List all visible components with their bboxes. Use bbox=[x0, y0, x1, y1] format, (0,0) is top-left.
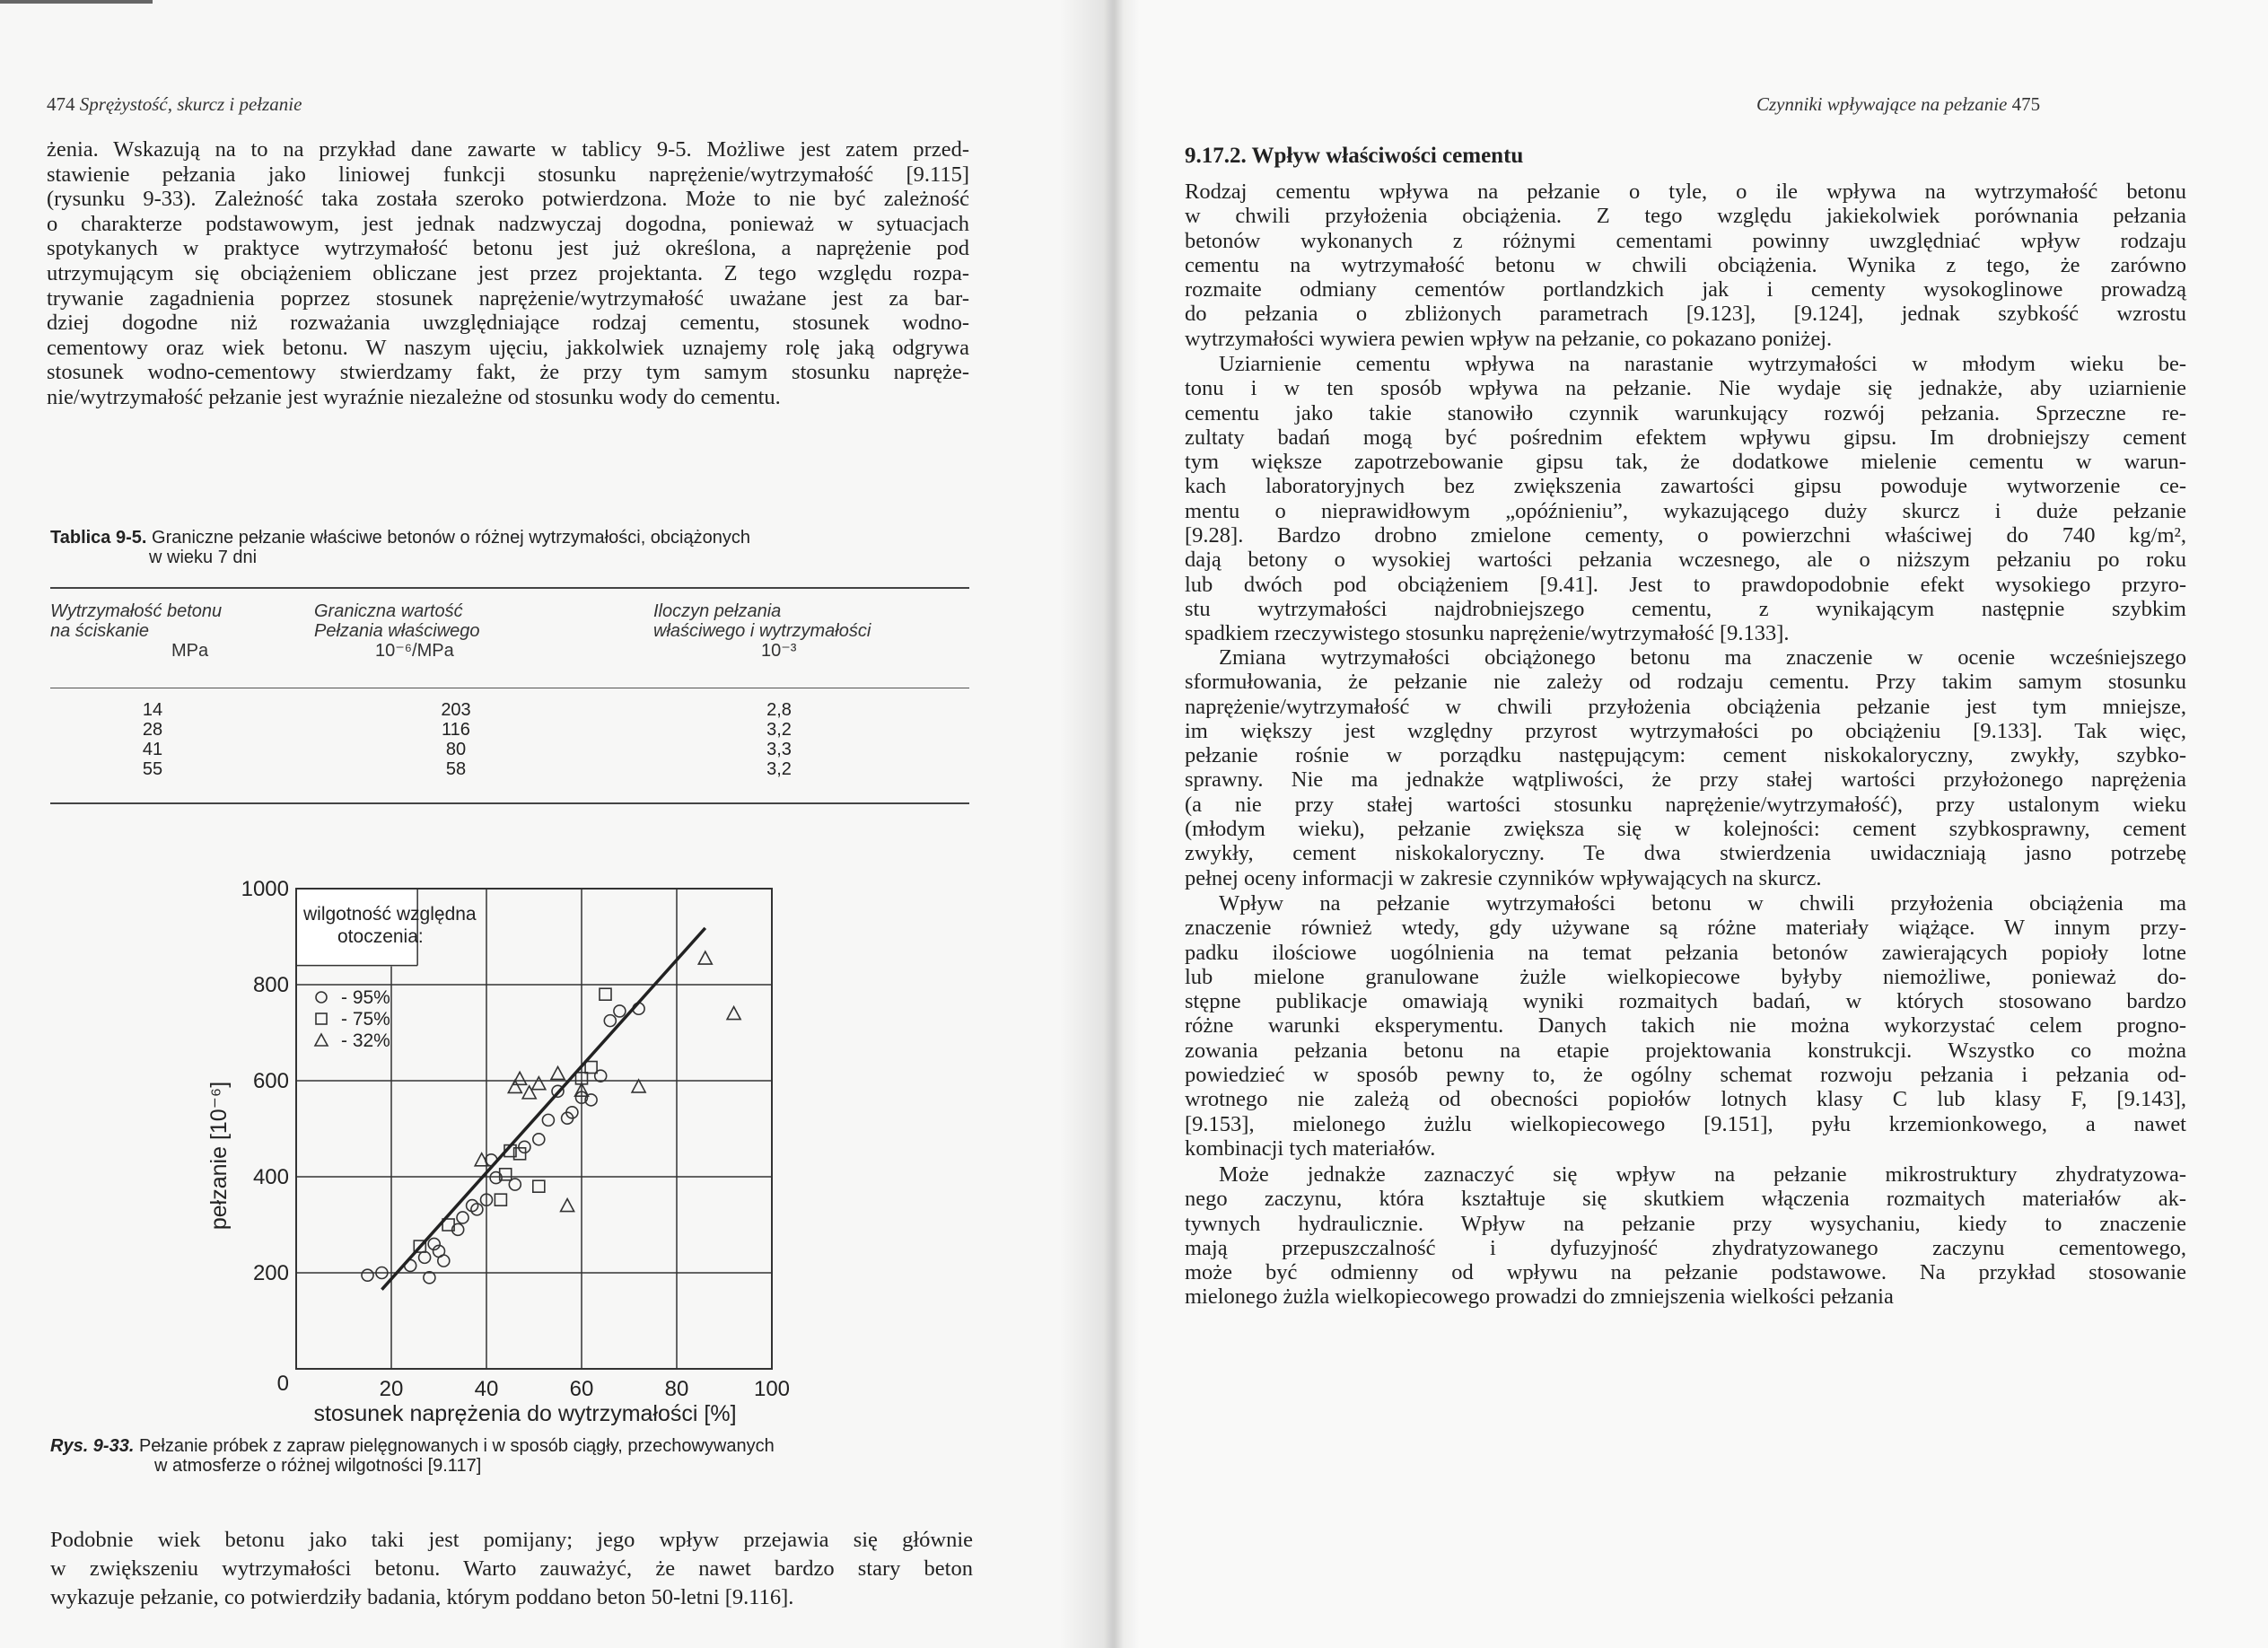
table-cell: 116 bbox=[442, 720, 470, 740]
y-tick-label: 200 bbox=[252, 1261, 289, 1285]
right-paragraph-4 bbox=[1185, 891, 2186, 1161]
data-point-square bbox=[495, 1194, 506, 1205]
text-line: znaczenie również wtedy, gdy używane są różne materiały wiążące. W innym przy- bbox=[1185, 916, 2186, 941]
data-point-triangle bbox=[632, 1080, 645, 1092]
text-line: padku ilościowe uogólnienia na temat pełzania betonów zawierających popioły lotne bbox=[1185, 940, 2186, 965]
text-line: stosunek wodno-cementowy stwierdzamy fakt, że przy tym samym stosunku napręże- bbox=[47, 360, 969, 385]
right-paragraph-3 bbox=[1185, 645, 2186, 890]
table-caption-line1: Graniczne pełzanie właściwe betonów o różnej wytrzymałości, obciążonych bbox=[152, 528, 750, 548]
text-line: o charakterze podstawowym, jest jednak nadzwyczaj dogodna, ponieważ w sytuacjach bbox=[47, 211, 969, 236]
text-line: lub dwóch pod obciążeniem [9.41]. Jest to prawdopodobnie efekt wysokiego przyro- bbox=[1185, 572, 2186, 597]
text-line: [9.28]. Bardzo drobno zmielone cementy, o powierzchni właściwej do 740 kg/m², bbox=[1185, 523, 2186, 548]
text-line: zwykły, cement niskokaloryczny. Te dwa stwierdzenia uwidaczniają jasno potrzebę bbox=[1185, 841, 2186, 866]
right-running-head bbox=[1756, 93, 2040, 116]
data-point-triangle bbox=[727, 1007, 740, 1020]
text-line: tonu i w ten sposób wpływa na pełzanie. Nie wydaje się jednakże, aby uziarnienie bbox=[1185, 376, 2186, 401]
text-line: Podobnie wiek betonu jako taki jest pomijany; jego wpływ przejawia się głównie bbox=[50, 1528, 973, 1552]
creep-chart bbox=[180, 871, 862, 1427]
section-heading: 9.17.2. Wpływ właściwości cementu bbox=[1185, 144, 1524, 168]
table-cell: 58 bbox=[445, 759, 467, 779]
col3-line2: właściwego i wytrzymałości bbox=[653, 621, 871, 641]
col1-line2: na ściskanie bbox=[50, 621, 150, 641]
text-line: lub mielone granulowane żużle wielkopiecowe byłyby niemożliwe, ponieważ do- bbox=[1185, 964, 2186, 989]
text-line: wrotnego nie zależą od obecności popiołów lotnych klasy C lub klasy F, [9.143], bbox=[1185, 1087, 2186, 1112]
table-cell: 3,3 bbox=[766, 740, 792, 759]
text-line: wykazuje pełzanie, co potwierdziły badania, którym poddano beton 50-letni [9.116]. bbox=[50, 1585, 794, 1609]
text-line: sprawny. Nie ma jednakże wątpliwości, że przy stałej wartości przyłożonego naprężenia bbox=[1185, 767, 2186, 793]
text-line: zowania pełzania betonu na etapie projektowania konstrukcji. Wszystko co można bbox=[1185, 1038, 2186, 1063]
text-line: w chwili przyłożenia obciążenia. Z tego względu jakiekolwiek porównania pełzania bbox=[1185, 204, 2186, 229]
table-header-product bbox=[653, 601, 968, 661]
table-cell: 14 bbox=[142, 700, 163, 720]
text-line: może być odmienny od wpływu na pełzanie podstawowe. Na przykład stosowanie bbox=[1185, 1260, 2186, 1285]
legend-label: - 75% bbox=[341, 1009, 390, 1030]
text-line: stu wytrzymałości najdrobniejszego cementu, z wynikającym następnie szybkim bbox=[1185, 596, 2186, 621]
right-page bbox=[1113, 0, 2268, 1648]
data-point-triangle bbox=[551, 1066, 565, 1079]
text-line: mielonego żużla wielkopiecowego prowadzi do zmniejszenia wielkości pełzania bbox=[1185, 1284, 1894, 1310]
right-page-number: 475 bbox=[2011, 93, 2041, 115]
right-running-title: Czynniki wpływające na pełzanie bbox=[1756, 93, 2008, 115]
data-point-circle bbox=[604, 1015, 616, 1027]
data-point-circle bbox=[533, 1134, 545, 1145]
data-point-circle bbox=[424, 1272, 435, 1284]
text-line: tym większe zapotrzebowanie gipsu tak, że dodatkowe mielenie cementu w warun- bbox=[1185, 450, 2186, 475]
text-line: powiedzieć w sposób pewny to, że ogólny schemat rozwoju pełzania i pełzania od- bbox=[1185, 1063, 2186, 1088]
text-line: (a nie przy stałej wartości stosunku naprężenie/wytrzymałość), przy ustalonym wieku bbox=[1185, 792, 2186, 817]
figure-caption-line2: w atmosferze o różnej wilgotności [9.117] bbox=[154, 1456, 482, 1476]
right-paragraph-1 bbox=[1185, 180, 2186, 351]
data-point-square bbox=[585, 1062, 597, 1074]
legend-marker-circle bbox=[316, 992, 327, 1003]
table-cell: 3,2 bbox=[766, 720, 792, 740]
y-axis-label: pełzanie [10⁻⁶] bbox=[206, 1081, 232, 1231]
table-cell: 55 bbox=[142, 759, 163, 779]
text-line: cementowy oraz wiek betonu. W naszym ujęciu, jakkolwiek uznajemy rolę jaką odgrywa bbox=[47, 335, 969, 360]
text-line: spadkiem rzeczywistego stosunku naprężenie/wytrzymałość [9.133]. bbox=[1185, 621, 1790, 646]
data-point-circle bbox=[519, 1141, 530, 1153]
text-line: kach laboratoryjnych bez zwiększenia zawartości gipsu powoduje wytworzenie ce- bbox=[1185, 474, 2186, 499]
text-line: mentu o nieprawidłowym „opóźnieniu”, wykazującego duży skurcz i duże pełzanie bbox=[1185, 498, 2186, 523]
data-point-triangle bbox=[513, 1072, 527, 1084]
text-line: kombinacji tych materiałów. bbox=[1185, 1135, 1436, 1161]
legend-label: - 32% bbox=[341, 1030, 390, 1051]
table-cell: 28 bbox=[142, 720, 163, 740]
table-cell: 203 bbox=[441, 700, 471, 720]
data-point-circle bbox=[362, 1269, 373, 1281]
text-line: różne warunki eksperymentu. Danych takich nie można wykorzystać celem progno- bbox=[1185, 1013, 2186, 1039]
data-point-square bbox=[533, 1180, 545, 1192]
col2-line2: Pełzania właściwego bbox=[314, 621, 480, 641]
data-point-triangle bbox=[561, 1199, 574, 1212]
text-line: pełzanie rośnie w porządku następującym: cement niskokaloryczny, zwykły, szybko- bbox=[1185, 743, 2186, 768]
fit-line bbox=[381, 928, 705, 1290]
legend-label: - 95% bbox=[341, 987, 390, 1008]
text-line: stawienie pełzania jako liniowej funkcji stosunku naprężenie/wytrzymałość [9.115] bbox=[47, 162, 969, 187]
x-tick-label: 40 bbox=[474, 1377, 499, 1401]
text-line: dziej dogodne niż rozważania uwzględniające rodzaj cementu, stosunek wodno- bbox=[47, 311, 969, 336]
data-point-triangle bbox=[532, 1077, 546, 1090]
text-line: spotykanych w praktyce wytrzymałość betonu jest już określona, a naprężenie pod bbox=[47, 236, 969, 261]
text-line: cementu na wytrzymałość betonu w chwili obciążenia. Wynika z tego, że zarówno bbox=[1185, 252, 2186, 277]
col3-line1: Iloczyn pełzania bbox=[653, 601, 782, 621]
data-point-circle bbox=[614, 1005, 626, 1017]
text-line: nie/wytrzymałość pełzanie jest wyraźnie niezależne od stosunku wody do cementu. bbox=[47, 384, 781, 409]
text-line: stępne publikacje omawiają wyniki rozmaitych badań, w których stosowano bardzo bbox=[1185, 989, 2186, 1014]
y-tick-label: 800 bbox=[252, 973, 289, 997]
y-tick-label: 400 bbox=[252, 1165, 289, 1189]
table-cell: 80 bbox=[445, 740, 467, 759]
x-tick-label: 80 bbox=[664, 1377, 689, 1401]
origin-label: 0 bbox=[276, 1372, 289, 1396]
table-cell: 2,8 bbox=[766, 700, 792, 720]
table-header-creep bbox=[314, 601, 601, 661]
top-edge-line bbox=[0, 0, 153, 4]
table-cell: 41 bbox=[142, 740, 163, 759]
table-top-rule bbox=[50, 587, 969, 589]
table-caption-line2: w wieku 7 dni bbox=[149, 548, 258, 567]
col1-unit: MPa bbox=[171, 641, 209, 661]
data-point-circle bbox=[419, 1251, 431, 1263]
left-running-title: Sprężystość, skurcz i pełzanie bbox=[79, 93, 302, 115]
text-line: (młodym wieku), pełzanie zwiększa się w kolejności: cement szybkosprawny, cement bbox=[1185, 817, 2186, 842]
left-page-number: 474 bbox=[47, 93, 75, 115]
text-line: rozmaite odmiany cementów portlandzkich jak i cementy wysokoglinowe prowadzą bbox=[1185, 277, 2186, 302]
text-line: zultaty badań mogą być pośrednim efektem wpływu gipsu. Im drobniejszy cement bbox=[1185, 425, 2186, 450]
text-line: naprężenie/wytrzymałość w chwili przyłożenia obciążenia pełzanie jest tym mniejsze, bbox=[1185, 694, 2186, 719]
text-line: nego zaczynu, która kształtuje się skutkiem włączenia rozmaitych materiałów ak- bbox=[1185, 1187, 2186, 1212]
legend-marker-square bbox=[316, 1013, 327, 1024]
text-line: trywanie zagadnienia poprzez stosunek naprężenie/wytrzymałość uważane jest za bar- bbox=[47, 285, 969, 311]
text-line: w zwiększeniu wytrzymałości betonu. Warto zauważyć, że nawet bardzo stary beton bbox=[50, 1556, 973, 1581]
table-caption-label: Tablica 9-5. bbox=[50, 528, 147, 548]
text-line: cementu jako takie stanowiło czynnik warunkujący rozwój pełzania. Sprzeczne re- bbox=[1185, 400, 2186, 425]
table-header-strength bbox=[50, 601, 302, 661]
data-point-circle bbox=[542, 1114, 554, 1126]
left-page bbox=[0, 0, 1113, 1648]
text-line: Zmiana wytrzymałości obciążonego betonu ma znaczenie w ocenie wcześniejszego bbox=[1219, 645, 2186, 670]
text-line: Uziarnienie cementu wpływa na narastanie wytrzymałości w młodym wieku be- bbox=[1219, 352, 2186, 376]
left-paragraph-1 bbox=[47, 137, 969, 410]
text-line: Wpływ na pełzanie wytrzymałości betonu w chwili przyłożenia obciążenia ma bbox=[1219, 891, 2186, 916]
table-column-creep bbox=[429, 700, 483, 779]
figure-caption-line1: Pełzanie próbek z zapraw pielęgnowanych i w sposób ciągły, przechowywanych bbox=[138, 1436, 775, 1456]
text-line: utrzymującym się obciążeniem obliczane jest przez projektanta. Z tego względu rozpa- bbox=[47, 260, 969, 285]
text-line: im większy jest względny przyrost wytrzymałości po obciążeniu [9.133]. Tak więc, bbox=[1185, 718, 2186, 743]
x-axis-label: stosunek naprężenia do wytrzymałości [%] bbox=[313, 1401, 737, 1426]
col3-unit: 10⁻³ bbox=[761, 641, 797, 661]
table-caption bbox=[50, 528, 969, 567]
text-line: dają betony o wysokiej wartości pełzania wczesnego, ale o niższym pełzaniu po roku bbox=[1185, 548, 2186, 573]
x-tick-label: 100 bbox=[753, 1377, 791, 1401]
col2-line1: Graniczna wartość bbox=[314, 601, 463, 621]
right-paragraph-5 bbox=[1185, 1162, 2186, 1310]
data-point-triangle bbox=[522, 1086, 536, 1099]
y-tick-label: 1000 bbox=[241, 877, 289, 901]
text-line: betonów wykonanych z różnymi cementami powinny uwzględniać wpływ rodzaju bbox=[1185, 228, 2186, 253]
legend-title-line1: wilgotność względna bbox=[303, 904, 477, 925]
text-line: mają przepuszczalność i dyfuzyjność zhydratyzowanego zaczynu cementowego, bbox=[1185, 1235, 2186, 1260]
text-line: pełnej oceny informacji w zakresie czynników wpływających na skurcz. bbox=[1185, 865, 1822, 890]
left-running-head bbox=[47, 93, 302, 116]
text-line: tywnych hydraulicznie. Wpływ na pełzanie przy wysychaniu, kiedy to znaczenie bbox=[1185, 1211, 2186, 1236]
figure-caption bbox=[50, 1436, 975, 1476]
table-cell: 3,2 bbox=[766, 759, 792, 779]
data-point-circle bbox=[438, 1255, 450, 1267]
legend-marker-triangle bbox=[315, 1034, 328, 1046]
col2-unit: 10⁻⁶/MPa bbox=[375, 641, 454, 661]
left-paragraph-2 bbox=[50, 1526, 973, 1612]
y-tick-label: 600 bbox=[252, 1069, 289, 1093]
text-line: Może jednakże zaznaczyć się wpływ na pełzanie mikrostruktury zhydratyzowa- bbox=[1219, 1162, 2186, 1187]
col1-line1: Wytrzymałość betonu bbox=[50, 601, 223, 621]
data-point-triangle bbox=[698, 951, 712, 964]
x-tick-label: 20 bbox=[379, 1377, 404, 1401]
data-point-square bbox=[600, 988, 611, 1000]
text-line: Rodzaj cementu wpływa na pełzanie o tyle, o ile wpływa na wytrzymałość betonu bbox=[1185, 180, 2186, 204]
book-gutter-shadow bbox=[1059, 0, 1140, 1648]
text-line: [9.153], mielonego żużlu wielkopiecowego [9.151], pyłu krzemionkowego, a nawet bbox=[1185, 1111, 2186, 1136]
right-paragraph-2 bbox=[1185, 352, 2186, 646]
text-line: sformułowania, że pełzanie nie zależy od rodzaju cementu. Przy takim samym stosunku bbox=[1185, 670, 2186, 695]
text-line: żenia. Wskazują na to na przykład dane zawarte w tablicy 9-5. Możliwe jest zatem przed- bbox=[47, 137, 969, 162]
text-line: do pełzania o zbliżonych parametrach [9.123], [9.124], jednak szybkość wzrostu bbox=[1185, 302, 2186, 327]
text-line: (rysunku 9-33). Zależność taka została szeroko potwierdzona. Może to nie być zależność bbox=[47, 187, 969, 212]
x-tick-label: 60 bbox=[569, 1377, 594, 1401]
legend-title-line2: otoczenia: bbox=[337, 926, 424, 947]
table-column-strength bbox=[126, 700, 180, 779]
data-point-circle bbox=[457, 1212, 468, 1223]
table-column-product bbox=[752, 700, 806, 779]
table-bottom-rule bbox=[50, 802, 969, 804]
text-line: wytrzymałości wywiera pewien wpływ na pełzanie, co pokazano poniżej. bbox=[1185, 326, 1833, 351]
figure-caption-label: Rys. 9-33. bbox=[50, 1436, 135, 1456]
